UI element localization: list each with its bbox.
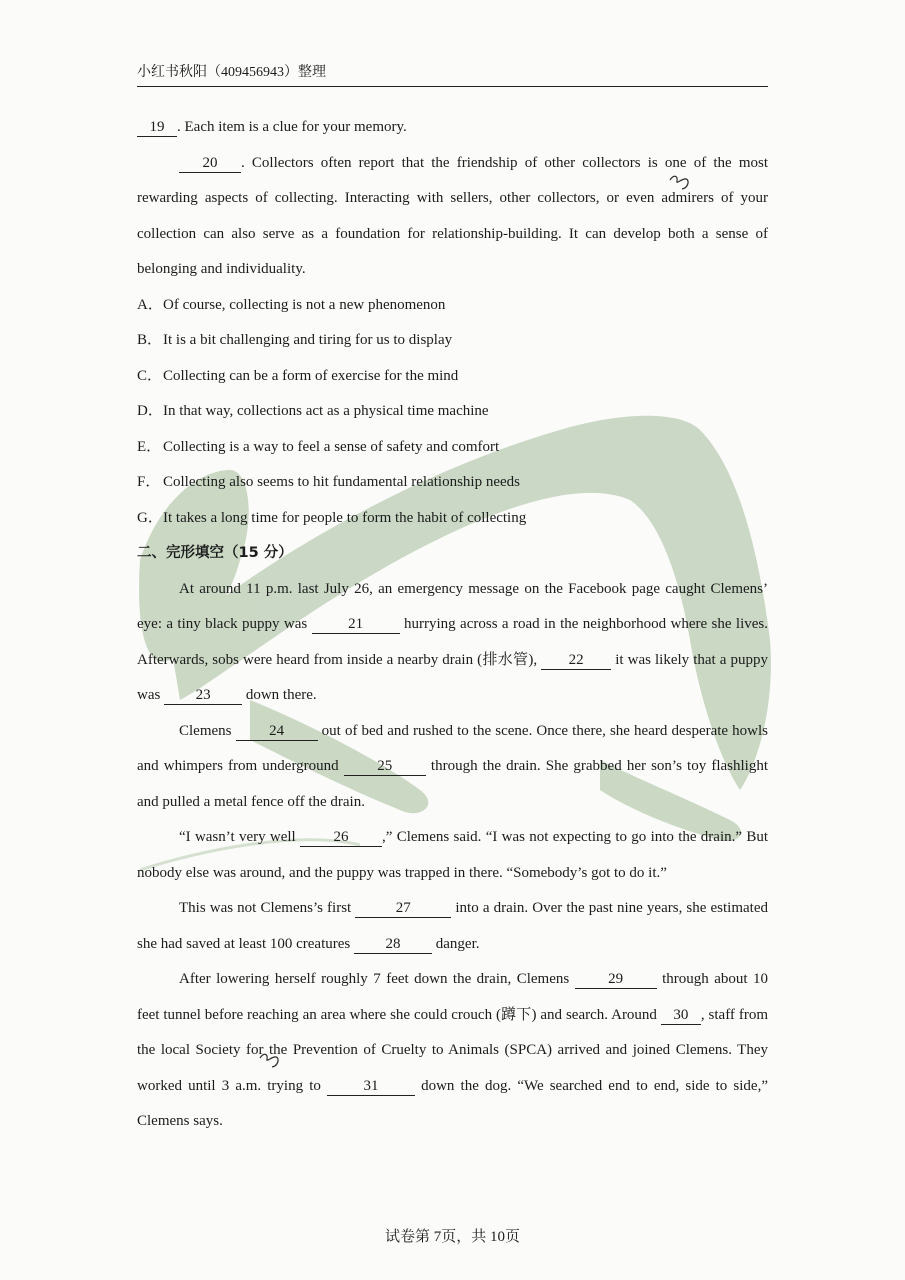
blank-28: 28 <box>354 936 432 954</box>
blank-20: 20 <box>179 155 241 173</box>
cloze-para-3 <box>137 820 768 891</box>
option-e <box>137 430 768 466</box>
cloze-text: it was likely that a puppy was <box>137 651 768 703</box>
cloze-text: through the drain. She grabbed her son’s toy flashlight and pulled a metal fence off the drain. <box>137 758 768 810</box>
cloze-text: through about 10 feet tunnel before reaching an area where she could crouch (蹲下) and search. Around <box>137 971 768 1023</box>
option-text: It takes a long time for people to form the habit of collecting <box>163 509 527 526</box>
option-letter: E． <box>137 438 162 455</box>
cloze-para-4 <box>137 891 768 962</box>
option-letter: B． <box>137 332 163 348</box>
cloze-para-2 <box>137 714 768 821</box>
page-footer: 试卷第 7页，共 10页 <box>384 1229 520 1245</box>
cloze-para-5 <box>137 962 768 1140</box>
option-letter: C． <box>137 367 163 384</box>
blank-26: 26 <box>300 829 382 847</box>
cloze-text: At around 11 p.m. last July 26, an emergency message on the Facebook page caught Clemens’ eye: a tiny black puppy was <box>137 580 768 632</box>
section-title: 二、完形填空（15 分） <box>137 545 293 561</box>
option-text: Of course, collecting is not a new phenomenon <box>163 296 446 313</box>
option-d <box>137 394 768 430</box>
cloze-text: , staff from the local Society for the Prevention of Cruelty to Animals (SPCA) arrived and joined Clemens. They worked until 3 a.m. trying to <box>137 1006 768 1094</box>
option-text: It is a bit challenging and tiring for us to display <box>163 332 453 348</box>
cloze-text: out of bed and rushed to the scene. Once there, she heard desperate howls and whimpers from underground <box>137 722 769 774</box>
option-g <box>137 501 768 537</box>
blank-22: 22 <box>541 652 611 670</box>
blank-27: 27 <box>355 900 451 918</box>
option-c <box>137 359 768 395</box>
para-20-text: . Collectors often report that the friendship of other collectors is one of the most rewarding aspects of collecting. Interacting with sellers, other collectors, or even admirers of your collection can also serve as a foundation for relationship-building. It can develop both a sense of belonging and individuality. <box>137 154 768 277</box>
cloze-text: hurrying across a road in the neighborhood where she lives. Afterwards, sobs were heard from inside a nearby drain (排水管), <box>137 616 768 668</box>
options-list <box>137 288 768 537</box>
cloze-text: “I wasn’t very well <box>179 829 301 845</box>
option-letter: F． <box>137 474 161 490</box>
option-letter: G． <box>137 509 163 526</box>
option-text: Collecting also seems to hit fundamental relationship needs <box>163 474 521 490</box>
cloze-text: ,” Clemens said. “I was not expecting to go into the drain.” But nobody else was around, and the puppy was trapped in there. “Somebody’s got to do it.” <box>137 829 768 881</box>
para-19 <box>137 110 768 146</box>
blank-24: 24 <box>236 723 318 741</box>
cloze-text: danger. <box>432 935 480 952</box>
blank-19: 19 <box>137 119 177 137</box>
para-19-text: . Each item is a clue for your memory. <box>177 119 407 135</box>
blank-30: 30 <box>661 1007 701 1025</box>
cloze-text: into a drain. Over the past nine years, she estimated she had saved at least 100 creatures <box>137 900 768 952</box>
page-header: 小红书秋阳（409456943）整理 <box>137 63 768 87</box>
cloze-text: This was not Clemens’s first <box>179 900 356 916</box>
cloze-para-1 <box>137 572 768 714</box>
para-20 <box>137 146 768 288</box>
handwritten-mark-icon <box>668 172 694 192</box>
cloze-text: down there. <box>242 687 317 703</box>
blank-23: 23 <box>164 687 242 705</box>
blank-31: 31 <box>327 1078 415 1096</box>
option-letter: A． <box>137 296 163 313</box>
handwritten-mark-icon <box>258 1050 284 1070</box>
blank-21: 21 <box>312 616 400 634</box>
cloze-text: down the dog. “We searched end to end, side to side,” Clemens says. <box>137 1077 768 1129</box>
blank-29: 29 <box>575 971 657 989</box>
option-a <box>137 288 768 324</box>
option-f <box>137 465 768 501</box>
option-text: In that way, collections act as a physical time machine <box>163 403 489 419</box>
exam-content <box>137 110 768 1140</box>
option-letter: D． <box>137 403 163 419</box>
option-text: Collecting is a way to feel a sense of safety and comfort <box>163 438 500 455</box>
cloze-text: Clemens <box>179 722 236 739</box>
option-b <box>137 323 768 359</box>
option-text: Collecting can be a form of exercise for the mind <box>163 367 459 384</box>
blank-25: 25 <box>344 758 426 776</box>
cloze-text: After lowering herself roughly 7 feet down the drain, Clemens <box>179 971 575 987</box>
